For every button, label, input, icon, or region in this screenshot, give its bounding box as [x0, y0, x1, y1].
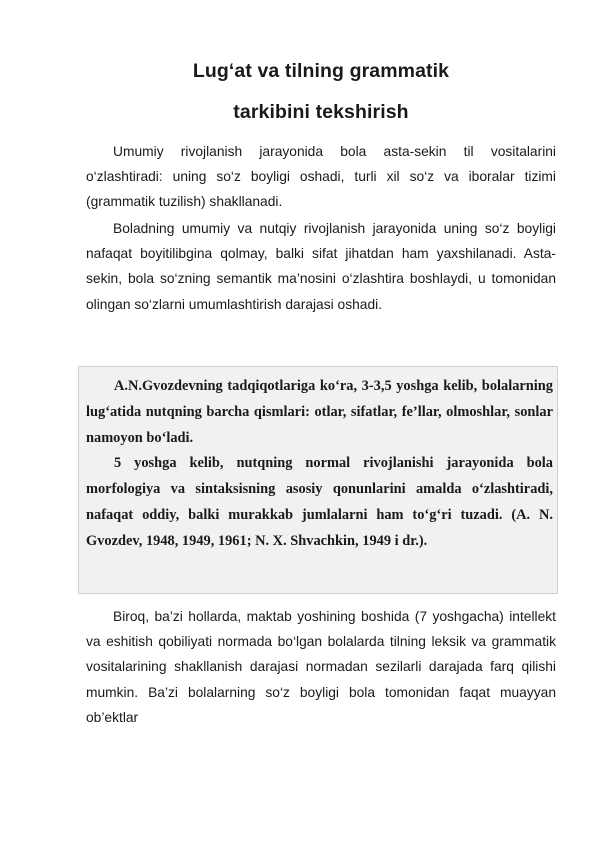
paragraph-2: Boladning umumiy va nutqiy rivojlanish jarayonida uning so‘z boyligi nafaqat boyitilibgina qolmay, balki sifat jihatdan ham yaxshilanadi. Asta-sekin, bola so‘zning semantik ma’nosini o‘zlashtira boshlaydi, u tomonidan olingan so‘zlarni umumlashtirish darajasi oshadi.	[86, 221, 556, 312]
paragraph-1: Umumiy rivojlanish jarayonida bola asta-sekin til vositalarini o‘zlashtiradi: uning so‘z boyligi oshadi, turli xil so‘z va iboralar tizimi (grammatik tuzilish) shakllanadi.	[86, 144, 556, 210]
quote-paragraph-1: A.N.Gvozdevning tadqiqotlariga ko‘ra, 3-3,5 yoshga kelib, bolalarning lug‘atida nutqning barcha qismlari: otlar, sifatlar, fe’llar, olmoshlar, sonlar namoyon bo‘ladi.	[86, 378, 553, 446]
highlighted-quote-box	[78, 366, 558, 594]
paragraph-3: Biroq, ba’zi hollarda, maktab yoshining boshida (7 yoshgacha) intellekt va eshitish qobiliyati normada bo‘lgan bolalarda tilning leksik va grammatik vositalarining shakllanish darajasi normadan sezilarli darajada farq qilishi mumkin. Ba’zi bolalarning so‘z boyligi bola tomonidan faqat muayyan ob’ektlar	[86, 609, 556, 725]
quote-paragraph-2: 5 yoshga kelib, nutqning normal rivojlanishi jarayonida bola morfologiya va sintaksisning asosiy qonunlarini amalda o‘zlashtiradi, nafaqat oddiy, balki murakkab jumlalarni ham to‘g‘ri tuzadi. (A. N. Gvozdev, 1948, 1949, 1961; N. X. Shvachkin, 1949 i dr.).	[86, 455, 553, 549]
title-line-1: Lug‘at va tilning grammatik	[192, 60, 450, 82]
title-line-2: tarkibini tekshirish	[233, 101, 409, 123]
